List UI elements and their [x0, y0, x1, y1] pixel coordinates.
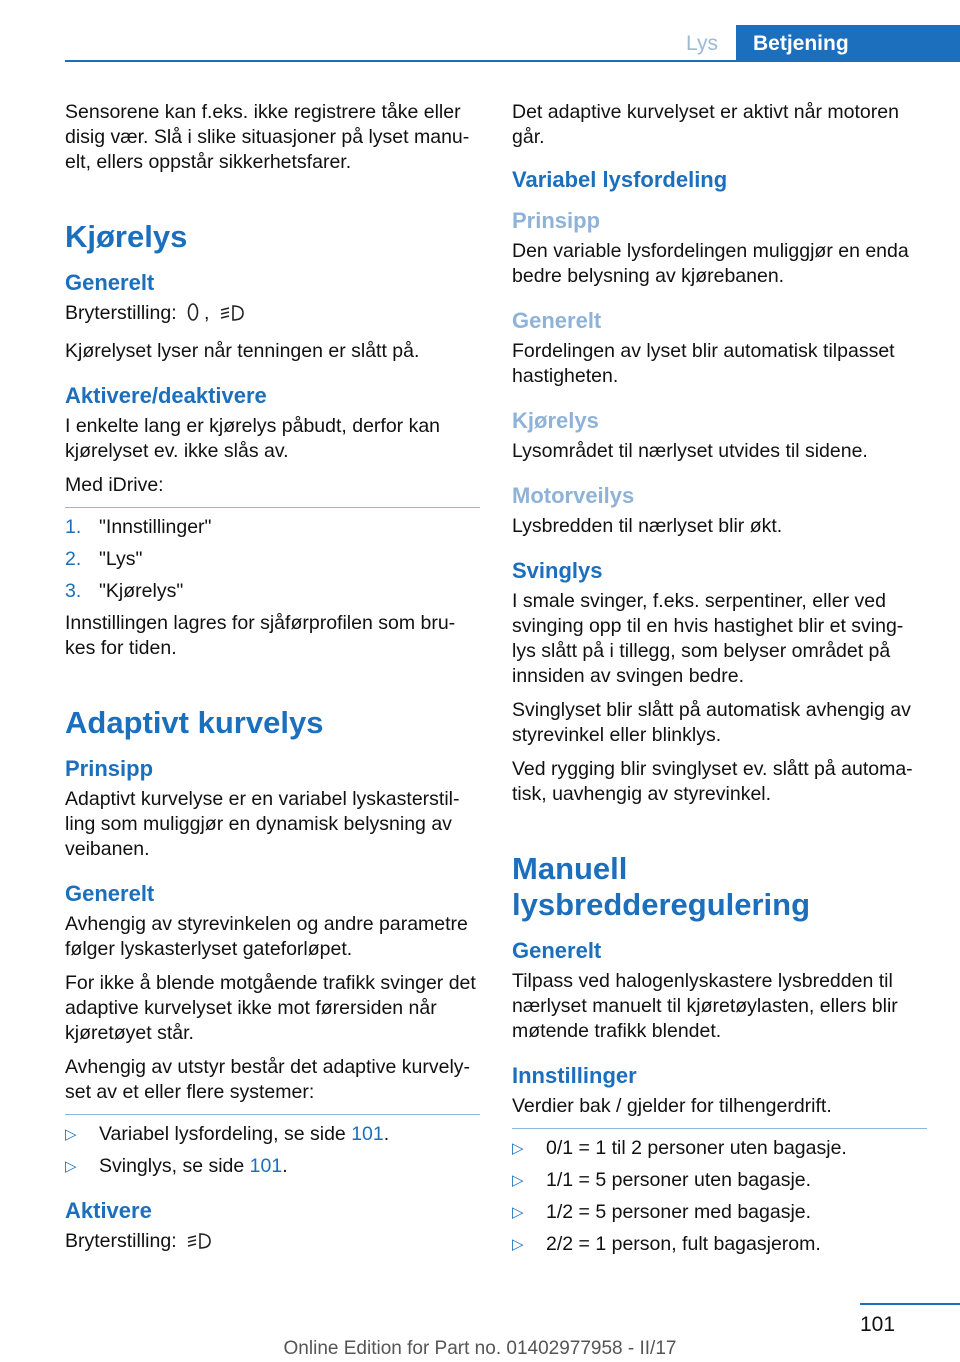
daytime-running-light-icon: [219, 301, 247, 330]
kjorelys-heading: Kjørelys: [65, 219, 188, 254]
svinglys-p3: Ved rygging blir svinglyset ev. slått på automa-tisk, uavhengig av styrevinkel.: [512, 758, 913, 805]
list-item: ▷ 2/2 = 1 person, fult bagasjerom.: [512, 1233, 821, 1255]
list-item: 2. "Lys": [65, 548, 143, 570]
list-divider: [65, 507, 480, 508]
kjorelys-subheading: Kjørelys: [512, 408, 599, 433]
svinglys-p2: Svinglyset blir slått på automatisk avhengig av styrevinkel eller blinklys.: [512, 699, 911, 746]
bullet-triangle-icon: ▷: [65, 1126, 77, 1143]
systems-list: [65, 1122, 480, 1179]
idrive-text: Med iDrive:: [65, 474, 164, 496]
list-item: ▷ 1/1 = 5 personer uten bagasje.: [512, 1169, 812, 1191]
generelt2-heading: Generelt: [65, 881, 155, 906]
kjorelys-text: Kjørelyset lyser når tenningen er slått på.: [65, 340, 420, 362]
list-item: ▷ Svinglys, se side 101.: [65, 1155, 288, 1177]
generelt2-p1: Avhengig av styrevinkelen og andre parametre følger lyskasterlyset gateforløpet.: [65, 913, 468, 960]
right-column: [512, 100, 927, 1264]
header-section-tab: Lys: [686, 31, 718, 55]
list-item: ▷ Variabel lysfordeling, se side 101.: [65, 1123, 390, 1145]
prinsipp-subheading: Prinsipp: [512, 208, 601, 233]
variabel-lysfordeling-heading: Variabel lysfordeling: [512, 167, 728, 192]
aktiv-text: Det adaptive kurvelyset er aktivt når motoren går.: [512, 101, 899, 148]
motorveilys-text: Lysbredden til nærlyset blir økt.: [512, 515, 783, 537]
innstillinger-heading: Innstillinger: [512, 1063, 637, 1088]
bullet-triangle-icon: ▷: [512, 1140, 524, 1157]
page-number: 101: [860, 1313, 896, 1336]
generelt-subheading: Generelt: [512, 308, 602, 333]
prinsipp-text: Den variable lysfordelingen muliggjør en enda bedre belysning av kjørebanen.: [512, 240, 909, 287]
bullet-triangle-icon: ▷: [512, 1204, 524, 1221]
lagres-text: Innstillingen lagres for sjåførprofilen som bru-kes for tiden.: [65, 612, 456, 659]
generelt2-text: Tilpass ved halogenlyskastere lysbredden til nærlyset manuelt til kjøretøylasten, ellers blir møtende trafikk blendet.: [512, 970, 898, 1042]
intro-paragraph: Sensorene kan f.eks. ikke registrere tåke eller disig vær. Slå i slike situasjoner på lyset manu-elt, ellers oppstår sikkerhetsfarer.: [65, 101, 470, 173]
light-switch-zero-icon: [186, 301, 200, 330]
kjorelys-text: Lysområdet til nærlyset utvides til sidene.: [512, 440, 868, 462]
bullet-triangle-icon: ▷: [512, 1172, 524, 1189]
daytime-running-light-icon: [186, 1229, 214, 1258]
header-rule: [65, 60, 960, 62]
svinglys-p1: I smale svinger, f.eks. serpentiner, eller ved svinging opp til en hvis hastighet blir et sving-lys slått på i tillegg, som belyser området på innsiden av svingen bedre.: [512, 590, 904, 687]
generelt2-p2: For ikke å blende motgående trafikk svinger det adaptive kurvelyset ikke mot førersiden når kjøretøyet står.: [65, 972, 476, 1044]
generelt-heading: Generelt: [65, 270, 155, 295]
list-divider: [65, 1114, 480, 1115]
list-divider: [512, 1128, 927, 1129]
footer-rule: [860, 1303, 960, 1305]
aktivere-heading: Aktivere: [65, 1198, 152, 1223]
edition-footer: Online Edition for Part no. 01402977958 - II/17: [283, 1338, 677, 1359]
motorveilys-subheading: Motorveilys: [512, 483, 635, 508]
innstillinger-text: Verdier bak / gjelder for tilhengerdrift.: [512, 1095, 832, 1117]
svinglys-heading: Svinglys: [512, 558, 603, 583]
aktivere-text: I enkelte lang er kjørelys påbudt, derfor kan kjørelyset ev. ikke slås av.: [65, 415, 441, 462]
steps-list: [65, 515, 480, 604]
header-chapter-tab: Betjening: [736, 25, 960, 62]
list-item: ▷ 0/1 = 1 til 2 personer uten bagasje.: [512, 1137, 847, 1159]
bryter2-line: Bryterstilling:: [65, 1229, 480, 1258]
generelt2-heading: Generelt: [512, 938, 602, 963]
bullet-triangle-icon: ▷: [65, 1158, 77, 1175]
list-item: 1. "Innstillinger": [65, 516, 212, 538]
prinsipp-text: Adaptivt kurvelyse er en variabel lyskasterstil-ling som muliggjør en dynamisk belysning av veibanen.: [65, 788, 460, 860]
manuell-lysbredderegulering-heading: Manuell lysbredderegulering: [512, 851, 811, 922]
generelt2-p3: Avhengig av utstyr består det adaptive kurvely-set av et eller flere systemer:: [65, 1056, 471, 1103]
list-item: ▷ 1/2 = 5 personer med bagasje.: [512, 1201, 812, 1223]
aktivere-deaktivere-heading: Aktivere/deaktivere: [65, 383, 267, 408]
page-link[interactable]: 101: [351, 1123, 384, 1145]
settings-list: [512, 1136, 927, 1257]
generelt-text: Fordelingen av lyset blir automatisk tilpasset hastigheten.: [512, 340, 895, 387]
page-link[interactable]: 101: [249, 1155, 283, 1177]
bullet-triangle-icon: ▷: [512, 1236, 524, 1253]
left-column: [65, 100, 480, 1267]
adaptivt-kurvelys-heading: Adaptivt kurvelys: [65, 705, 324, 740]
bryter-line: Bryterstilling: ,: [65, 301, 480, 330]
prinsipp-heading: Prinsipp: [65, 756, 154, 781]
list-item: 3. "Kjørelys": [65, 580, 184, 602]
